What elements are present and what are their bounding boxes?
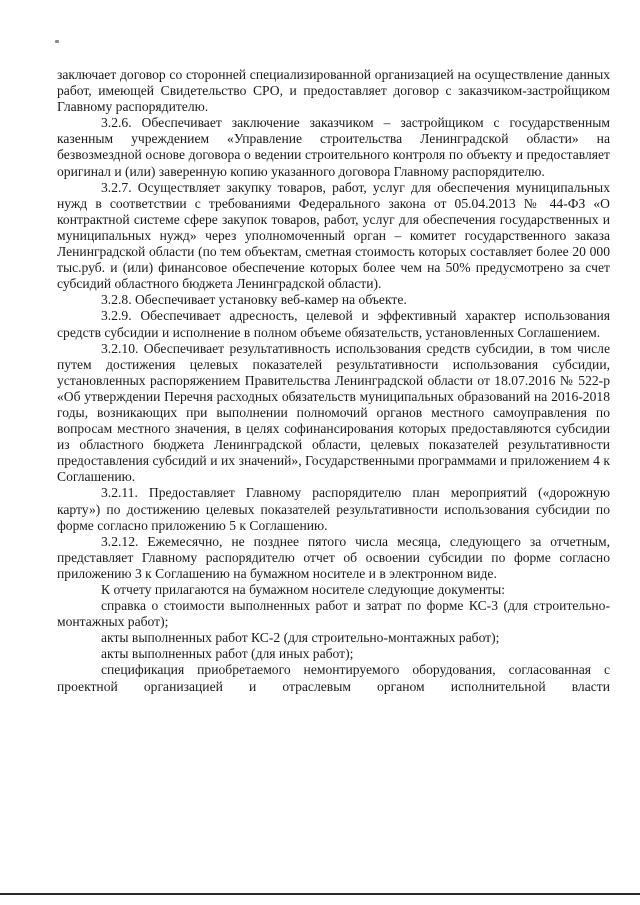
paragraph-3-2-11: 3.2.11. Предоставляет Главному распорядителю план мероприятий («дорожную карту») по достижению целевых показателей результативности использования субсидии по форме согласно приложению 5 к Соглашению.: [57, 485, 610, 533]
paragraph-contract-continuation: заключает договор со сторонней специализированной организацией на осуществление данных работ, имеющей Свидетельство СРО, и предоставляет договор с заказчиком-застройщиком Главному распорядителю.: [57, 67, 610, 115]
scan-speck: [55, 40, 59, 43]
list-item-equipment-specification: спецификация приобретаемого немонтируемого оборудования, согласованная с проектной организацией и отраслевым органом исполнительной власти: [57, 662, 610, 694]
scan-bottom-edge: [0, 893, 640, 895]
paragraph-3-2-6: 3.2.6. Обеспечивает заключение заказчиком – застройщиком с государственным казенным учреждением «Управление строительства Ленинградской области» на безвозмездной основе договора о ведении строительного контроля по объекту и предоставляет оригинал и (или) заверенную копию указанного договора Главному распорядителю.: [57, 115, 610, 179]
paragraph-3-2-10: 3.2.10. Обеспечивает результативность использования средств субсидии, в том числе путем достижения целевых показателей результативности использования субсидии, установленных распоряжением Правительства Ленинградской области от 18.07.2016 № 522-р «Об утверждении Перечня расходных обязательств муниципальных образований на 2016-2018 годы, возникающих при выполнении полномочий органов местного самоуправления по вопросам местного значения, в целях софинансирования которых предоставляются субсидии из областного бюджета Ленинградской области, целевых показателей результативности предоставления субсидий и их значений», Государственными программами и приложением 4 к Соглашению.: [57, 340, 610, 485]
paragraph-3-2-12: 3.2.12. Ежемесячно, не позднее пятого числа месяца, следующего за отчетным, представляет Главному распорядителю отчет об освоении субсидии по форме согласно приложению 3 к Соглашению на бумажном носителе и в электронном виде.: [57, 533, 610, 581]
paragraph-3-2-9: 3.2.9. Обеспечивает адресность, целевой и эффективный характер использования средств субсидии и исполнение в полном объеме обязательств, установленных Соглашением.: [57, 308, 610, 340]
paragraph-3-2-7: 3.2.7. Осуществляет закупку товаров, работ, услуг для обеспечения муниципальных нужд в соответствии с требованиями Федерального закона от 05.04.2013 № 44-ФЗ «О контрактной системе сфере закупок товаров, работ, услуг для обеспечения государственных и муниципальных нужд» через уполномоченный орган – комитет государственного заказа Ленинградской области (по тем объектам, сметная стоимость которых составляет более 20 000 тыс.руб. и (или) финансовое обеспечение которых более чем на 50% предусмотрено за счет субсидий областного бюджета Ленинградской области).: [57, 179, 610, 292]
document-body: [57, 67, 610, 695]
list-item-ks3-certificate: справка о стоимости выполненных работ и затрат по форме КС-3 (для строительно-монтажных работ);: [57, 598, 610, 630]
list-item-other-works-acts: акты выполненных работ (для иных работ);: [101, 646, 354, 662]
list-item-ks2-acts: акты выполненных работ КС-2 (для строительно-монтажных работ);: [101, 630, 500, 646]
paragraph-report-attachments-intro: К отчету прилагаются на бумажном носителе следующие документы:: [101, 582, 505, 597]
paragraph-3-2-8: 3.2.8. Обеспечивает установку веб-камер на объекте.: [101, 292, 407, 308]
